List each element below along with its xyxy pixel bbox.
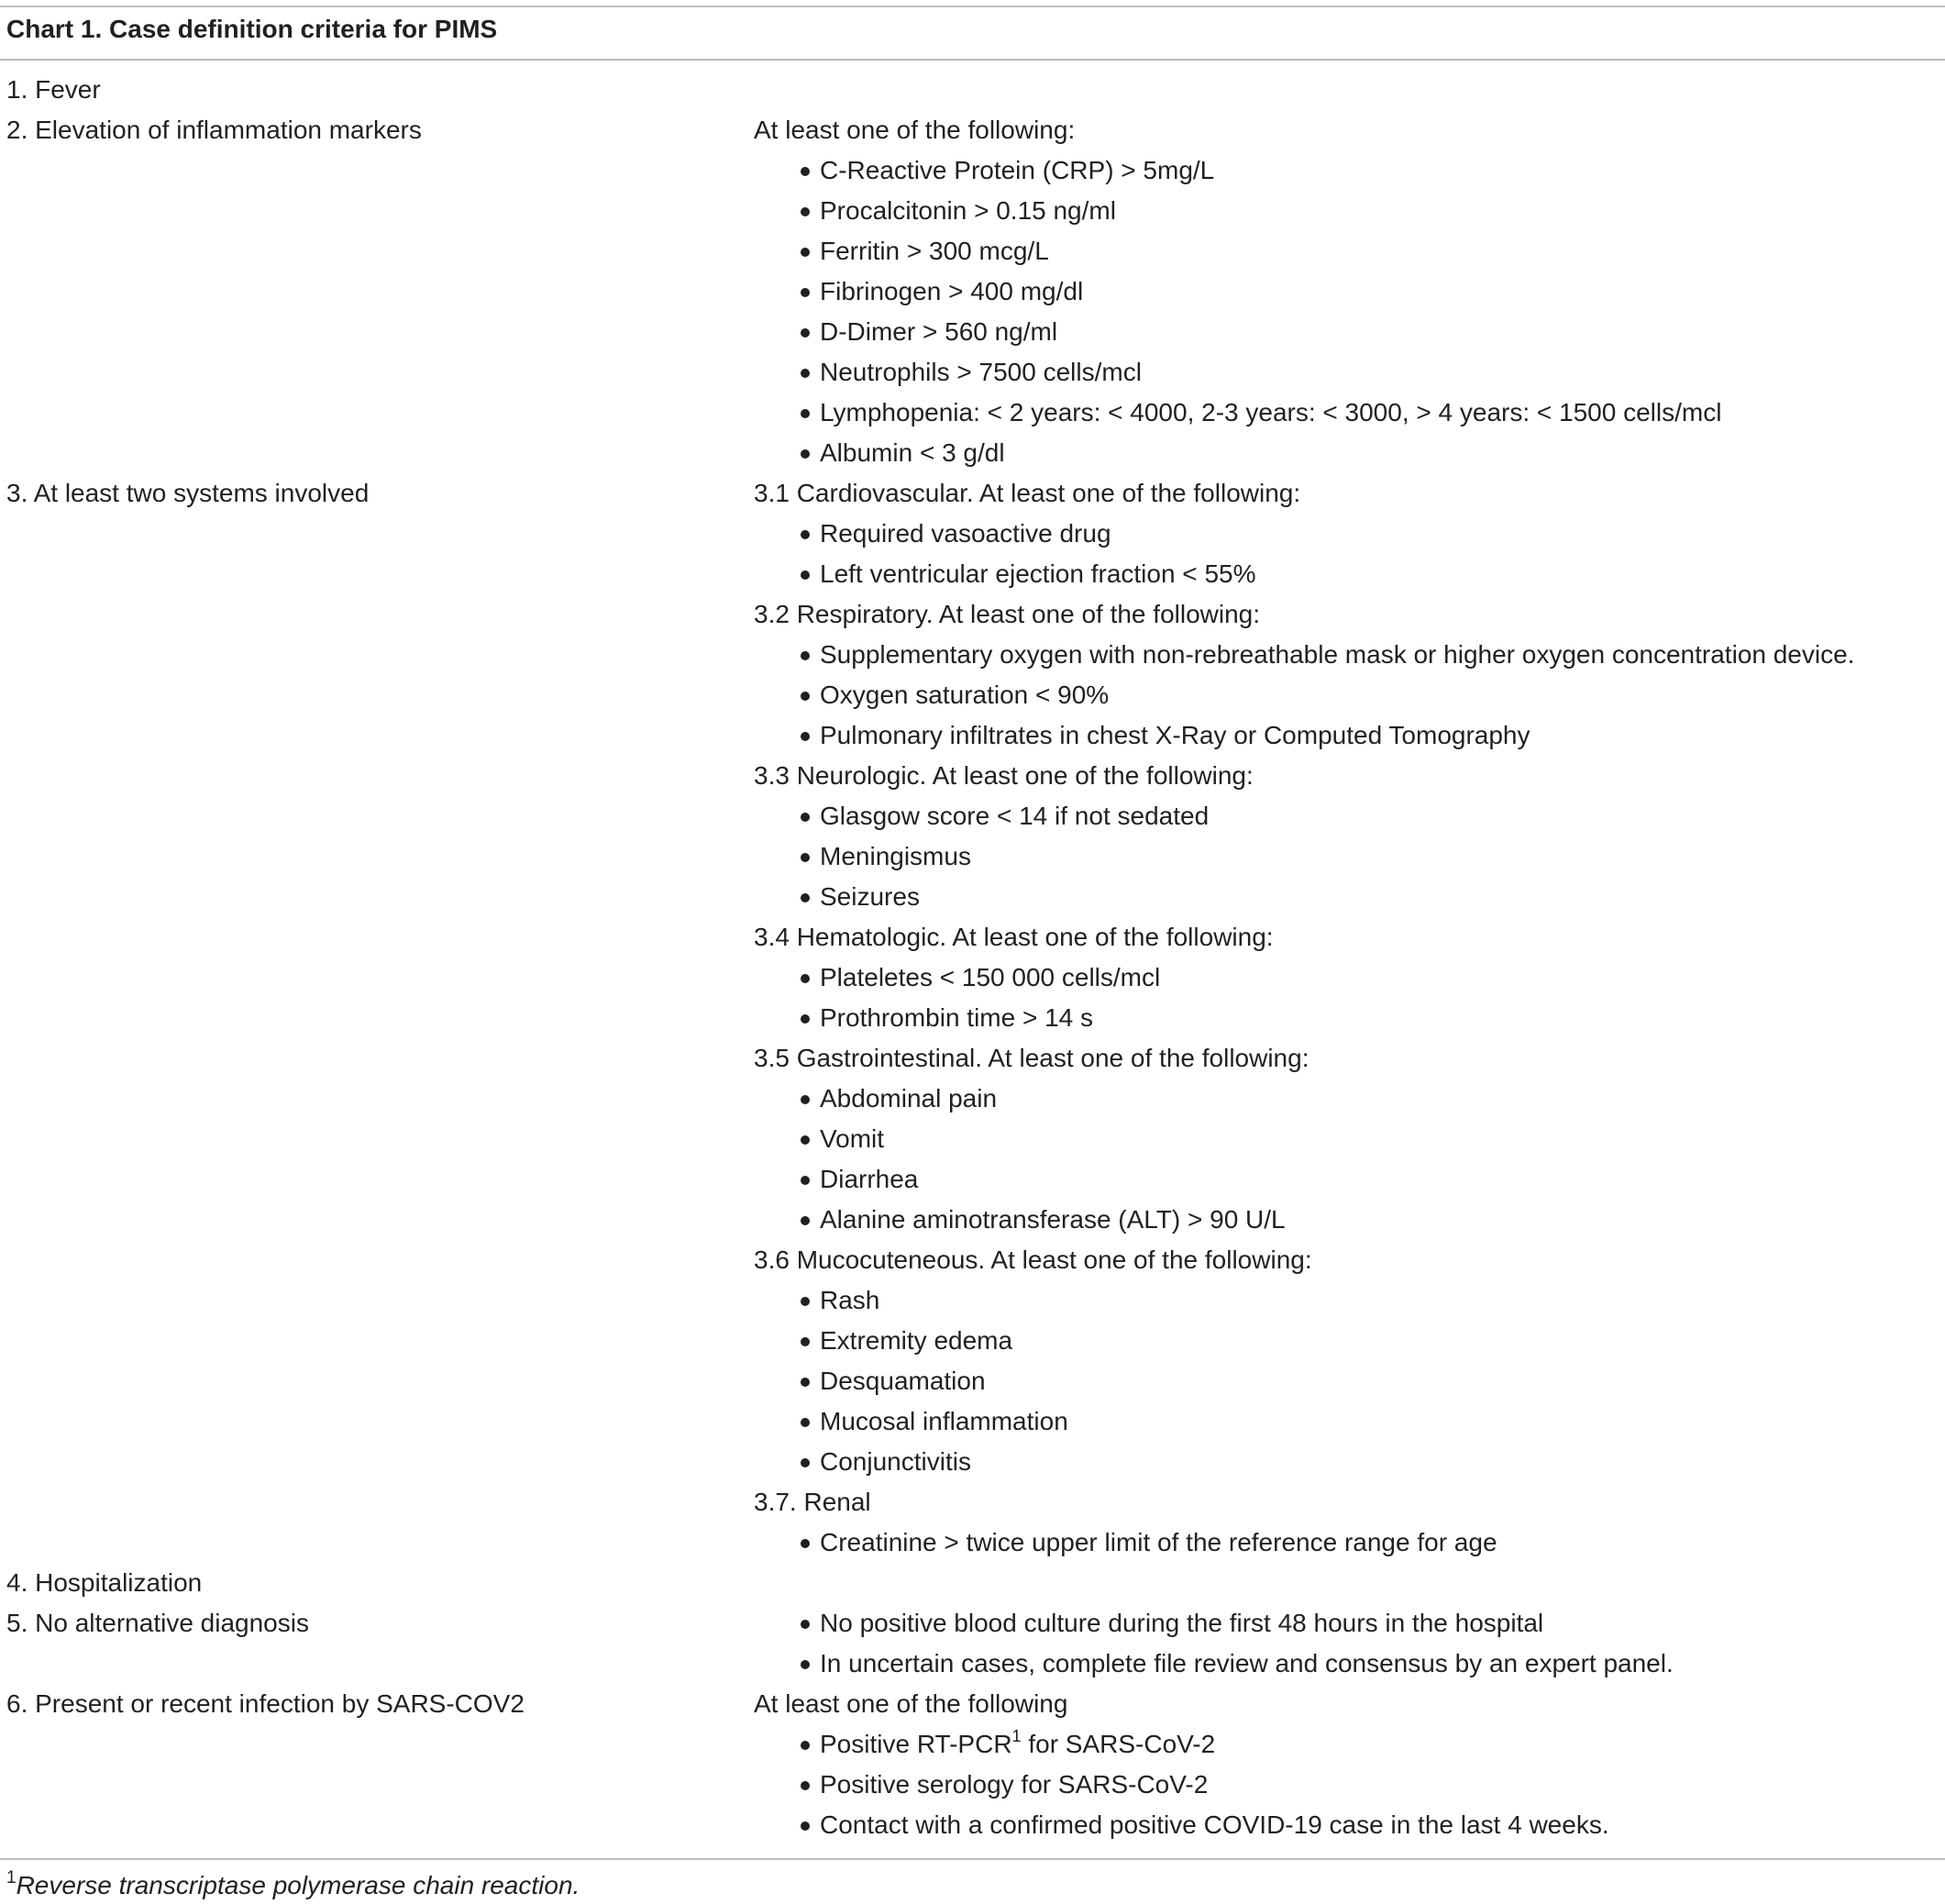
bullet-text: Supplementary oxygen with non-rebreathable mask or higher oxygen concentration device.	[820, 640, 1855, 669]
bullet-icon	[801, 288, 810, 297]
table-row	[0, 110, 1945, 150]
page-title: Chart 1. Case definition criteria for PIMS	[6, 15, 498, 43]
bullet-icon	[801, 207, 810, 216]
table-row	[0, 554, 1945, 594]
bullet-icon	[801, 893, 810, 902]
bullet-icon	[801, 449, 810, 459]
criterion-bullet	[820, 393, 1721, 433]
table-row	[0, 715, 1945, 756]
footnote-text: Reverse transcriptase polymerase chain reaction.	[16, 1871, 580, 1899]
table-row	[0, 998, 1945, 1038]
bullet-text: Meningismus	[820, 842, 971, 870]
criterion-bullet	[820, 675, 1109, 715]
bullet-text: Positive serology for SARS-CoV-2	[820, 1770, 1209, 1799]
bullet-icon	[801, 1458, 810, 1467]
footnote	[6, 1867, 580, 1904]
table-row	[0, 1603, 1945, 1644]
table-row	[0, 1321, 1945, 1361]
table-row	[0, 1038, 1945, 1079]
bullet-icon	[801, 1297, 810, 1306]
bullet-icon	[801, 1539, 810, 1548]
bullet-text: Prothrombin time > 14 s	[820, 1003, 1094, 1032]
bullet-icon	[801, 651, 810, 660]
top-rule	[0, 6, 1945, 7]
bullet-icon	[801, 167, 810, 176]
table-row	[0, 836, 1945, 877]
bullet-text: Conjunctivitis	[820, 1447, 971, 1476]
table-row	[0, 433, 1945, 473]
criterion-bullet	[820, 1442, 971, 1482]
bullet-text: Creatinine > twice upper limit of the reference range for age	[820, 1528, 1497, 1556]
bullet-text: No positive blood culture during the first 48 hours in the hospital	[820, 1609, 1544, 1637]
table-row	[0, 1401, 1945, 1442]
table-row	[0, 473, 1945, 514]
bullet-text: Desquamation	[820, 1367, 986, 1395]
bullet-text: Albumin < 3 g/dl	[820, 438, 1005, 467]
bullet-icon	[801, 732, 810, 741]
bullet-text: Left ventricular ejection fraction < 55%	[820, 559, 1256, 588]
bullet-text: Glasgow score < 14 if not sedated	[820, 802, 1210, 830]
bullet-icon	[801, 1176, 810, 1185]
criterion-bullet	[820, 836, 971, 877]
bullet-text: Plateletes < 150 000 cells/mcl	[820, 963, 1161, 991]
criterion-heading: At least one of the following	[754, 1689, 1068, 1718]
bullet-text: Fibrinogen > 400 mg/dl	[820, 277, 1084, 305]
bullet-text: Required vasoactive drug	[820, 519, 1111, 548]
bullet-text: Positive RT-PCR	[820, 1730, 1012, 1758]
criterion-bullet	[820, 1200, 1286, 1240]
criterion-bullet	[820, 635, 1854, 675]
criterion-bullet	[820, 1119, 884, 1159]
criterion-bullet	[820, 150, 1214, 191]
table-row	[0, 70, 1945, 110]
bullet-text: Contact with a confirmed positive COVID-19 case in the last 4 weeks.	[820, 1810, 1609, 1839]
criterion-bullet	[820, 1724, 1215, 1765]
footnote-marker: 1	[6, 1868, 17, 1887]
criterion-bullet	[820, 1805, 1609, 1845]
criterion-label: 5. No alternative diagnosis	[6, 1609, 309, 1637]
criterion-bullet	[820, 312, 1057, 352]
bullet-icon	[801, 570, 810, 580]
criterion-bullet	[820, 271, 1083, 312]
bullet-icon	[801, 1660, 810, 1669]
criterion-heading: 3.5 Gastrointestinal. At least one of the following:	[754, 1044, 1310, 1072]
criterion-label: 4. Hospitalization	[6, 1568, 203, 1597]
table-row	[0, 1361, 1945, 1401]
bullet-icon	[801, 692, 810, 701]
bullet-icon	[801, 248, 810, 257]
table-row	[0, 312, 1945, 352]
bullet-text: Ferritin > 300 mcg/L	[820, 237, 1049, 265]
table-row	[0, 1805, 1945, 1845]
bullet-text: Neutrophils > 7500 cells/mcl	[820, 358, 1142, 386]
bullet-icon	[801, 1741, 810, 1750]
bullet-icon	[801, 1216, 810, 1225]
table-row	[0, 1079, 1945, 1119]
table-row	[0, 1724, 1945, 1765]
table-row	[0, 1200, 1945, 1240]
criterion-heading: At least one of the following:	[754, 116, 1076, 144]
table-row	[0, 1563, 1945, 1603]
criterion-bullet	[820, 231, 1049, 271]
criterion-bullet	[820, 715, 1531, 756]
criterion-bullet	[820, 1159, 918, 1200]
bullet-icon	[801, 328, 810, 338]
footnote-ref: 1	[1011, 1727, 1022, 1745]
criterion-bullet	[820, 1765, 1208, 1805]
bullet-icon	[801, 853, 810, 862]
criterion-bullet	[820, 998, 1093, 1038]
bullet-icon	[801, 1821, 810, 1831]
bullet-text: Vomit	[820, 1124, 885, 1153]
criterion-bullet	[820, 352, 1142, 393]
table-row	[0, 393, 1945, 433]
table-row	[0, 1765, 1945, 1805]
bullet-icon	[801, 369, 810, 378]
bullet-text: Lymphopenia: < 2 years: < 4000, 2-3 years: < 3000, > 4 years: < 1500 cells/mcl	[820, 398, 1722, 426]
table-row	[0, 150, 1945, 191]
bullet-text: Seizures	[820, 882, 920, 911]
table-row	[0, 352, 1945, 393]
table-row	[0, 1684, 1945, 1724]
bullet-icon	[801, 1014, 810, 1024]
table-row	[0, 1119, 1945, 1159]
table-row	[0, 1159, 1945, 1200]
table-row	[0, 594, 1945, 635]
table-row	[0, 635, 1945, 675]
bottom-rule	[0, 1858, 1945, 1860]
header-rule	[0, 59, 1945, 61]
bullet-text: Extremity edema	[820, 1326, 1013, 1355]
criterion-bullet	[820, 958, 1160, 998]
bullet-icon	[801, 1620, 810, 1629]
bullet-text: D-Dimer > 560 ng/ml	[820, 317, 1058, 346]
criterion-bullet	[820, 433, 1005, 473]
table-row	[0, 917, 1945, 958]
criterion-bullet	[820, 1361, 986, 1401]
bullet-text: Rash	[820, 1286, 880, 1314]
bullet-icon	[801, 813, 810, 822]
bullet-text: Oxygen saturation < 90%	[820, 681, 1110, 709]
criterion-label: 2. Elevation of inflammation markers	[6, 116, 422, 144]
bullet-text: In uncertain cases, complete file review and consensus by an expert panel.	[820, 1649, 1674, 1677]
table-row	[0, 231, 1945, 271]
table-row	[0, 514, 1945, 554]
criterion-heading: 3.1 Cardiovascular. At least one of the following:	[754, 479, 1301, 507]
bullet-text: Diarrhea	[820, 1165, 919, 1193]
bullet-text: Pulmonary infiltrates in chest X-Ray or Computed Tomography	[820, 721, 1531, 749]
table-row	[0, 958, 1945, 998]
table-row	[0, 271, 1945, 312]
table-row	[0, 1482, 1945, 1522]
table-row	[0, 877, 1945, 917]
criterion-bullet	[820, 554, 1255, 594]
table-row	[0, 1442, 1945, 1482]
criterion-heading: 3.7. Renal	[754, 1488, 871, 1516]
criterion-bullet	[820, 514, 1111, 554]
table-row	[0, 191, 1945, 231]
bullet-text: C-Reactive Protein (CRP) > 5mg/L	[820, 156, 1215, 184]
criterion-bullet	[820, 1522, 1497, 1563]
criterion-heading: 3.2 Respiratory. At least one of the following:	[754, 600, 1261, 628]
table-row	[0, 796, 1945, 836]
bullet-icon	[801, 530, 810, 539]
bullet-icon	[801, 1337, 810, 1346]
bullet-icon	[801, 1781, 810, 1790]
criterion-bullet	[820, 1401, 1068, 1442]
table-row	[0, 1522, 1945, 1563]
bullet-text: Alanine aminotransferase (ALT) > 90 U/L	[820, 1205, 1286, 1234]
criterion-bullet	[820, 1644, 1674, 1684]
bullet-icon	[801, 409, 810, 418]
criterion-bullet	[820, 1603, 1543, 1644]
criterion-bullet	[820, 877, 920, 917]
bullet-text-continued: for SARS-CoV-2	[1021, 1730, 1216, 1758]
criterion-bullet	[820, 1280, 879, 1321]
criterion-bullet	[820, 796, 1209, 836]
criterion-bullet	[820, 1079, 997, 1119]
table-row	[0, 756, 1945, 796]
criterion-bullet	[820, 1321, 1012, 1361]
table-row	[0, 1240, 1945, 1280]
bullet-icon	[801, 974, 810, 983]
criterion-heading: 3.3 Neurologic. At least one of the following:	[754, 761, 1254, 790]
criterion-label: 6. Present or recent infection by SARS-COV2	[6, 1689, 525, 1718]
bullet-text: Procalcitonin > 0.15 ng/ml	[820, 196, 1116, 225]
criterion-label: 3. At least two systems involved	[6, 479, 370, 507]
table-row	[0, 1644, 1945, 1684]
table-row	[0, 675, 1945, 715]
criterion-label: 1. Fever	[6, 75, 101, 104]
bullet-icon	[801, 1095, 810, 1104]
bullet-text: Abdominal pain	[820, 1084, 998, 1113]
table-row	[0, 1280, 1945, 1321]
bullet-text: Mucosal inflammation	[820, 1407, 1068, 1435]
criterion-heading: 3.6 Mucocuteneous. At least one of the following:	[754, 1245, 1312, 1274]
criterion-heading: 3.4 Hematologic. At least one of the following:	[754, 923, 1274, 951]
criterion-bullet	[820, 191, 1116, 231]
bullet-icon	[801, 1378, 810, 1387]
bullet-icon	[801, 1135, 810, 1145]
bullet-icon	[801, 1418, 810, 1427]
